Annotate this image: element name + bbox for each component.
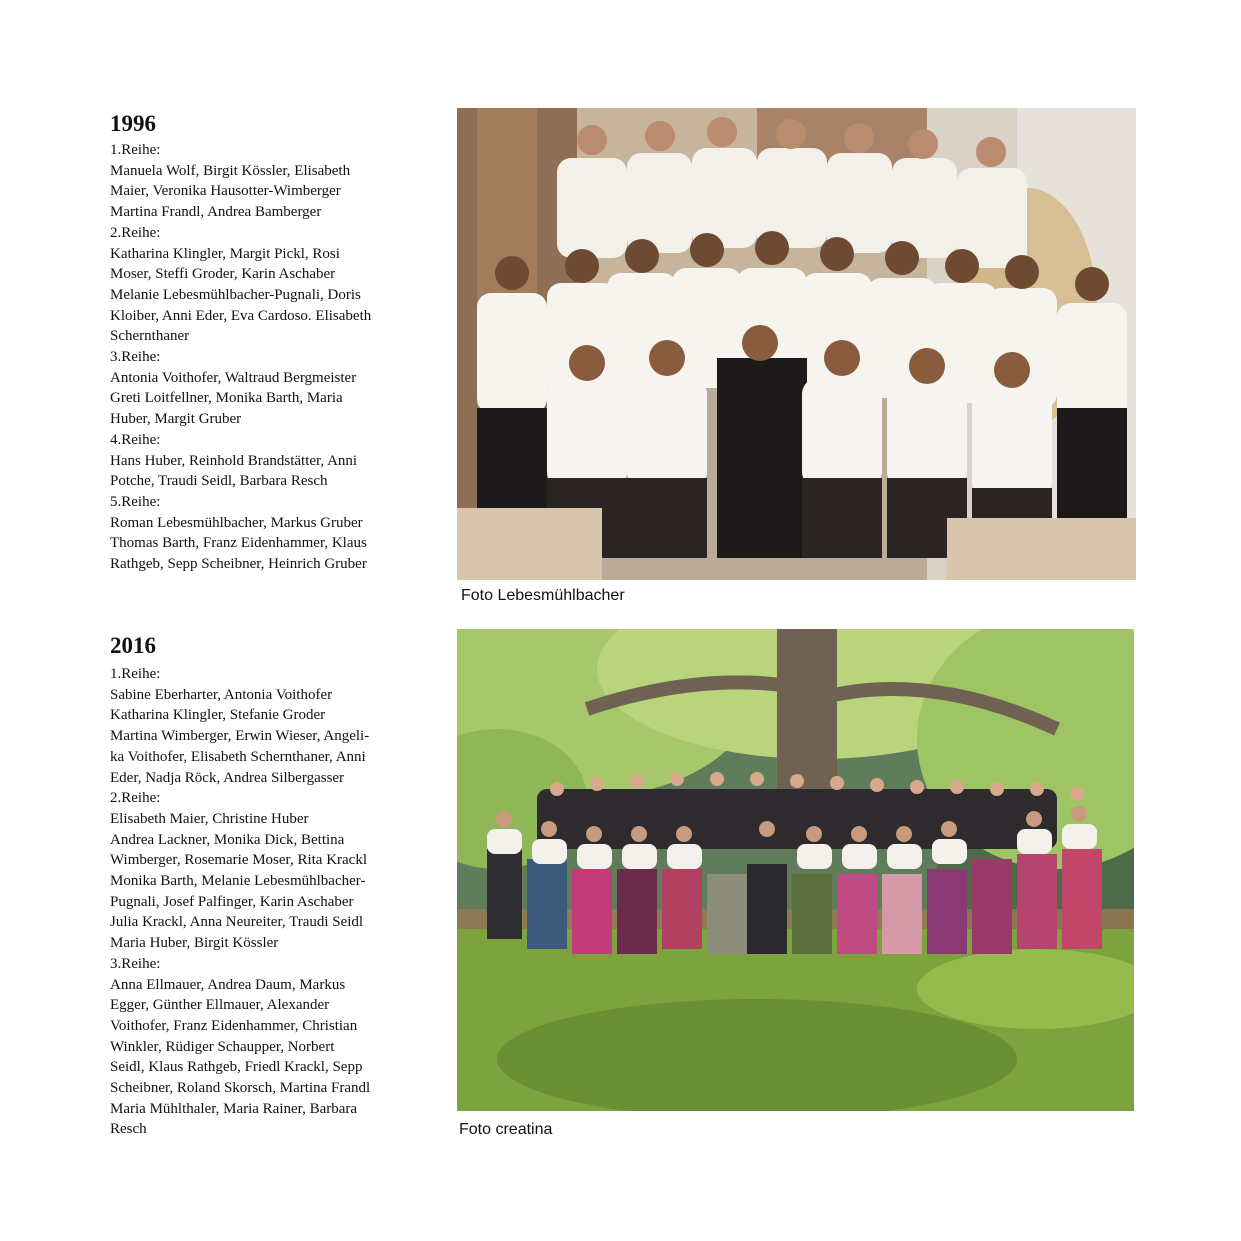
list-line: Winkler, Rüdiger Schaupper, Norbert [110, 1038, 335, 1055]
list-line: Pugnali, Josef Palfinger, Karin Aschaber [110, 893, 354, 910]
list-line: 5.Reihe: [110, 493, 161, 510]
choir-photo-1996-image [457, 108, 1136, 580]
list-line: Antonia Voithofer, Waltraud Bergmeister [110, 369, 357, 386]
list-line: Roman Lebesmühlbacher, Markus Gruber [110, 514, 363, 531]
list-line: Katharina Klingler, Stefanie Groder [110, 707, 326, 724]
list-line: Katharina Klingler, Margit Pickl, Rosi [110, 245, 340, 262]
list-line: 3.Reihe: [110, 955, 161, 972]
list-line: Resch [110, 1121, 147, 1138]
list-line: Eder, Nadja Röck, Andrea Silbergasser [110, 769, 345, 786]
choir-photo-1996 [457, 108, 1136, 580]
list-line: Manuela Wolf, Birgit Kössler, Elisabeth [110, 162, 351, 179]
list-line: Maria Huber, Birgit Kössler [110, 935, 279, 952]
list-line: Kloiber, Anni Eder, Eva Cardoso. Elisabeth [110, 307, 372, 324]
list-line: Huber, Margit Gruber [110, 411, 242, 428]
list-line: 3.Reihe: [110, 349, 161, 366]
list-line: Andrea Lackner, Monika Dick, Bettina [110, 831, 345, 848]
list-line: Elisabeth Maier, Christine Huber [110, 810, 309, 827]
list-line: ka Voithofer, Elisabeth Schernthaner, Anni [110, 748, 366, 765]
list-line: 1.Reihe: [110, 142, 161, 158]
list-line: Julia Krackl, Anna Neureiter, Traudi Seidl [110, 914, 364, 931]
list-line: Melanie Lebesmühlbacher-Pugnali, Doris [110, 286, 361, 303]
list-line: Rathgeb, Sepp Scheibner, Heinrich Gruber [110, 556, 367, 573]
year-heading: 1996 [110, 111, 156, 136]
photo-caption: Foto Lebesmühlbacher [461, 587, 625, 604]
list-line: Voithofer, Franz Eidenhammer, Christian [110, 1017, 358, 1034]
year-heading: 2016 [110, 633, 156, 658]
list-line: Martina Wimberger, Erwin Wieser, Angeli- [110, 728, 370, 745]
list-line: Monika Barth, Melanie Lebesmühlbacher- [110, 873, 366, 890]
list-line: 1.Reihe: [110, 666, 161, 682]
choir-photo-2016-image [457, 629, 1134, 1111]
list-line: Scheibner, Roland Skorsch, Martina Frandl [110, 1080, 371, 1097]
list-line: Greti Loitfellner, Monika Barth, Maria [110, 390, 343, 407]
list-line: Maria Mühlthaler, Maria Rainer, Barbara [110, 1100, 358, 1117]
list-line: Moser, Steffi Groder, Karin Aschaber [110, 266, 336, 283]
list-line: Sabine Eberharter, Antonia Voithofer [110, 686, 333, 703]
list-line: Schernthaner [110, 328, 190, 345]
list-line: 2.Reihe: [110, 790, 161, 807]
member-list [110, 664, 440, 1140]
photo-caption: Foto creatina [459, 1121, 553, 1138]
list-line: Egger, Günther Ellmauer, Alexander [110, 997, 330, 1014]
list-line: Hans Huber, Reinhold Brandstätter, Anni [110, 452, 358, 469]
list-line: Seidl, Klaus Rathgeb, Friedl Krackl, Sepp [110, 1059, 363, 1076]
choir-photo-2016 [457, 629, 1134, 1111]
list-line: Maier, Veronika Hausotter-Wimberger [110, 183, 341, 200]
list-line: Potche, Traudi Seidl, Barbara Resch [110, 473, 328, 490]
list-line: Anna Ellmauer, Andrea Daum, Markus [110, 976, 346, 993]
list-line: Thomas Barth, Franz Eidenhammer, Klaus [110, 535, 367, 552]
list-line: 4.Reihe: [110, 431, 161, 448]
list-line: Martina Frandl, Andrea Bamberger [110, 204, 322, 221]
member-list [110, 140, 440, 575]
list-line: 2.Reihe: [110, 224, 161, 241]
list-line: Wimberger, Rosemarie Moser, Rita Krackl [110, 852, 368, 869]
